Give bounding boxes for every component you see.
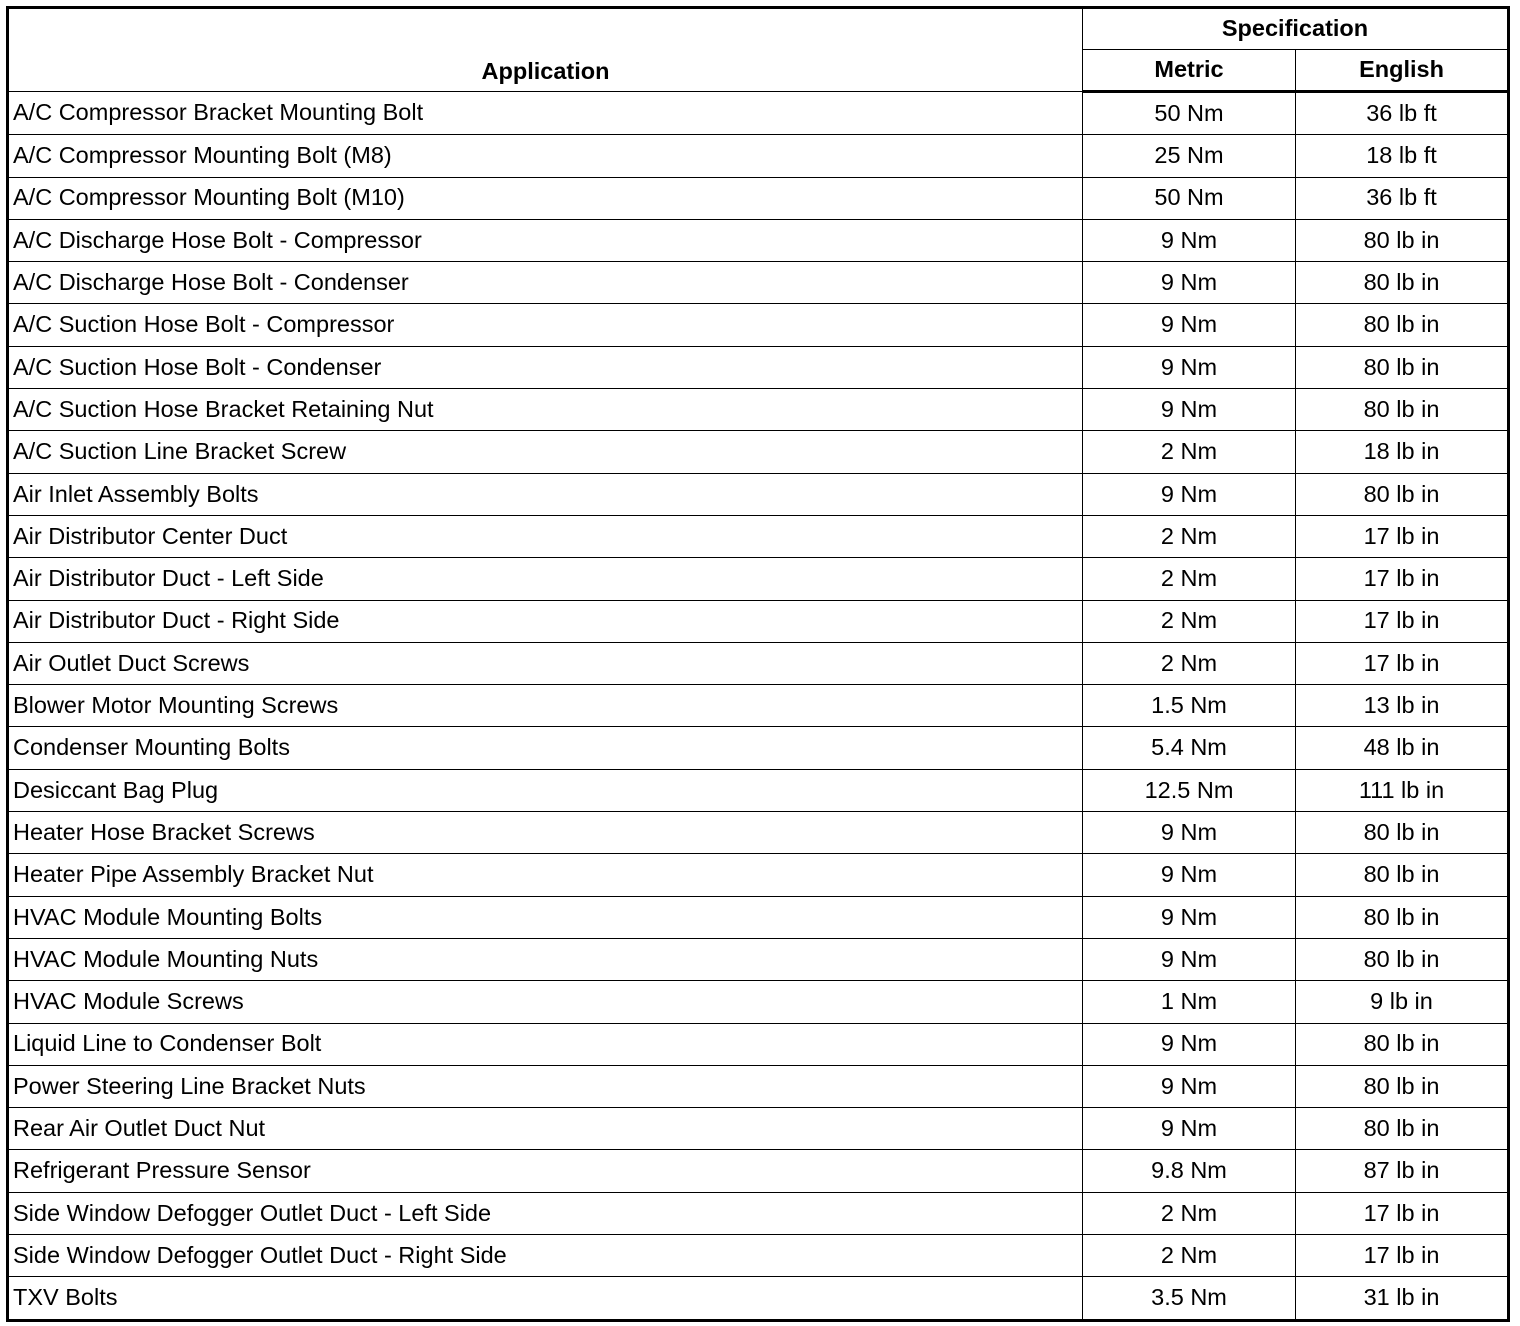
metric-cell: 2 Nm [1083, 600, 1296, 642]
english-cell: 80 lb in [1296, 346, 1509, 388]
fastener-torque-table [6, 6, 1510, 1322]
english-cell: 17 lb in [1296, 1192, 1509, 1234]
english-cell: 13 lb in [1296, 685, 1509, 727]
metric-cell: 1.5 Nm [1083, 685, 1296, 727]
application-cell: Air Distributor Duct - Right Side [8, 600, 1083, 642]
application-cell: Side Window Defogger Outlet Duct - Left Side [8, 1192, 1083, 1234]
table-row [8, 1150, 1509, 1192]
table-row [8, 431, 1509, 473]
english-cell: 80 lb in [1296, 304, 1509, 346]
english-cell: 80 lb in [1296, 473, 1509, 515]
table-row [8, 262, 1509, 304]
application-cell: A/C Suction Hose Bolt - Condenser [8, 346, 1083, 388]
application-cell: Side Window Defogger Outlet Duct - Right Side [8, 1235, 1083, 1277]
metric-cell: 9 Nm [1083, 473, 1296, 515]
table-row [8, 896, 1509, 938]
metric-column-header: Metric [1083, 50, 1296, 92]
application-cell: A/C Suction Hose Bolt - Compressor [8, 304, 1083, 346]
table-row [8, 1235, 1509, 1277]
table-row [8, 1192, 1509, 1234]
metric-cell: 3.5 Nm [1083, 1277, 1296, 1320]
metric-cell: 25 Nm [1083, 135, 1296, 177]
english-cell: 17 lb in [1296, 558, 1509, 600]
metric-cell: 2 Nm [1083, 1235, 1296, 1277]
english-cell: 80 lb in [1296, 1065, 1509, 1107]
application-cell: HVAC Module Mounting Nuts [8, 938, 1083, 980]
english-cell: 80 lb in [1296, 896, 1509, 938]
application-cell: HVAC Module Screws [8, 981, 1083, 1023]
application-cell: Heater Hose Bracket Screws [8, 812, 1083, 854]
metric-cell: 2 Nm [1083, 558, 1296, 600]
application-cell: HVAC Module Mounting Bolts [8, 896, 1083, 938]
english-cell: 48 lb in [1296, 727, 1509, 769]
application-cell: A/C Compressor Bracket Mounting Bolt [8, 92, 1083, 135]
application-cell: Heater Pipe Assembly Bracket Nut [8, 854, 1083, 896]
english-cell: 18 lb in [1296, 431, 1509, 473]
metric-cell: 1 Nm [1083, 981, 1296, 1023]
english-cell: 80 lb in [1296, 262, 1509, 304]
metric-cell: 9 Nm [1083, 938, 1296, 980]
english-cell: 80 lb in [1296, 219, 1509, 261]
table-row [8, 685, 1509, 727]
english-cell: 17 lb in [1296, 515, 1509, 557]
english-cell: 31 lb in [1296, 1277, 1509, 1320]
table-row [8, 854, 1509, 896]
table-row [8, 600, 1509, 642]
application-cell: Condenser Mounting Bolts [8, 727, 1083, 769]
application-cell: Liquid Line to Condenser Bolt [8, 1023, 1083, 1065]
table-row [8, 177, 1509, 219]
metric-cell: 9 Nm [1083, 262, 1296, 304]
metric-cell: 2 Nm [1083, 431, 1296, 473]
metric-cell: 9.8 Nm [1083, 1150, 1296, 1192]
metric-cell: 2 Nm [1083, 642, 1296, 684]
english-cell: 18 lb ft [1296, 135, 1509, 177]
table-row [8, 219, 1509, 261]
table-row [8, 558, 1509, 600]
application-cell: A/C Discharge Hose Bolt - Condenser [8, 262, 1083, 304]
application-cell: Rear Air Outlet Duct Nut [8, 1108, 1083, 1150]
table-row [8, 812, 1509, 854]
metric-cell: 9 Nm [1083, 812, 1296, 854]
table-row [8, 304, 1509, 346]
table-row [8, 769, 1509, 811]
application-cell: Air Inlet Assembly Bolts [8, 473, 1083, 515]
metric-cell: 2 Nm [1083, 515, 1296, 557]
table-row [8, 1023, 1509, 1065]
metric-cell: 9 Nm [1083, 219, 1296, 261]
english-cell: 80 lb in [1296, 812, 1509, 854]
english-column-header: English [1296, 50, 1509, 92]
application-cell: TXV Bolts [8, 1277, 1083, 1320]
english-cell: 111 lb in [1296, 769, 1509, 811]
table-row [8, 938, 1509, 980]
english-cell: 80 lb in [1296, 1108, 1509, 1150]
metric-cell: 9 Nm [1083, 1108, 1296, 1150]
english-cell: 87 lb in [1296, 1150, 1509, 1192]
table-row [8, 473, 1509, 515]
table-row [8, 1108, 1509, 1150]
application-cell: Air Distributor Duct - Left Side [8, 558, 1083, 600]
application-cell: Desiccant Bag Plug [8, 769, 1083, 811]
table-row [8, 727, 1509, 769]
application-cell: A/C Compressor Mounting Bolt (M10) [8, 177, 1083, 219]
table-body [8, 92, 1509, 1321]
specification-column-header: Specification [1083, 8, 1509, 50]
metric-cell: 9 Nm [1083, 1023, 1296, 1065]
table-row [8, 92, 1509, 135]
metric-cell: 9 Nm [1083, 304, 1296, 346]
metric-cell: 9 Nm [1083, 896, 1296, 938]
table-row [8, 642, 1509, 684]
english-cell: 80 lb in [1296, 854, 1509, 896]
application-cell: Refrigerant Pressure Sensor [8, 1150, 1083, 1192]
english-cell: 80 lb in [1296, 389, 1509, 431]
application-cell: Air Distributor Center Duct [8, 515, 1083, 557]
metric-cell: 9 Nm [1083, 346, 1296, 388]
application-cell: A/C Suction Hose Bracket Retaining Nut [8, 389, 1083, 431]
application-cell: Air Outlet Duct Screws [8, 642, 1083, 684]
table-row [8, 135, 1509, 177]
metric-cell: 9 Nm [1083, 1065, 1296, 1107]
metric-cell: 50 Nm [1083, 177, 1296, 219]
english-cell: 80 lb in [1296, 938, 1509, 980]
english-cell: 36 lb ft [1296, 92, 1509, 135]
english-cell: 17 lb in [1296, 1235, 1509, 1277]
metric-cell: 5.4 Nm [1083, 727, 1296, 769]
table-row [8, 346, 1509, 388]
application-cell: Power Steering Line Bracket Nuts [8, 1065, 1083, 1107]
english-cell: 9 lb in [1296, 981, 1509, 1023]
application-cell: A/C Compressor Mounting Bolt (M8) [8, 135, 1083, 177]
application-cell: A/C Discharge Hose Bolt - Compressor [8, 219, 1083, 261]
metric-cell: 9 Nm [1083, 854, 1296, 896]
application-column-header: Application [8, 8, 1083, 92]
table-row [8, 515, 1509, 557]
english-cell: 80 lb in [1296, 1023, 1509, 1065]
application-cell: A/C Suction Line Bracket Screw [8, 431, 1083, 473]
metric-cell: 50 Nm [1083, 92, 1296, 135]
application-cell: Blower Motor Mounting Screws [8, 685, 1083, 727]
metric-cell: 2 Nm [1083, 1192, 1296, 1234]
english-cell: 17 lb in [1296, 600, 1509, 642]
table-row [8, 1065, 1509, 1107]
metric-cell: 9 Nm [1083, 389, 1296, 431]
table-row [8, 981, 1509, 1023]
table-row [8, 1277, 1509, 1320]
table-row [8, 389, 1509, 431]
english-cell: 17 lb in [1296, 642, 1509, 684]
metric-cell: 12.5 Nm [1083, 769, 1296, 811]
english-cell: 36 lb ft [1296, 177, 1509, 219]
